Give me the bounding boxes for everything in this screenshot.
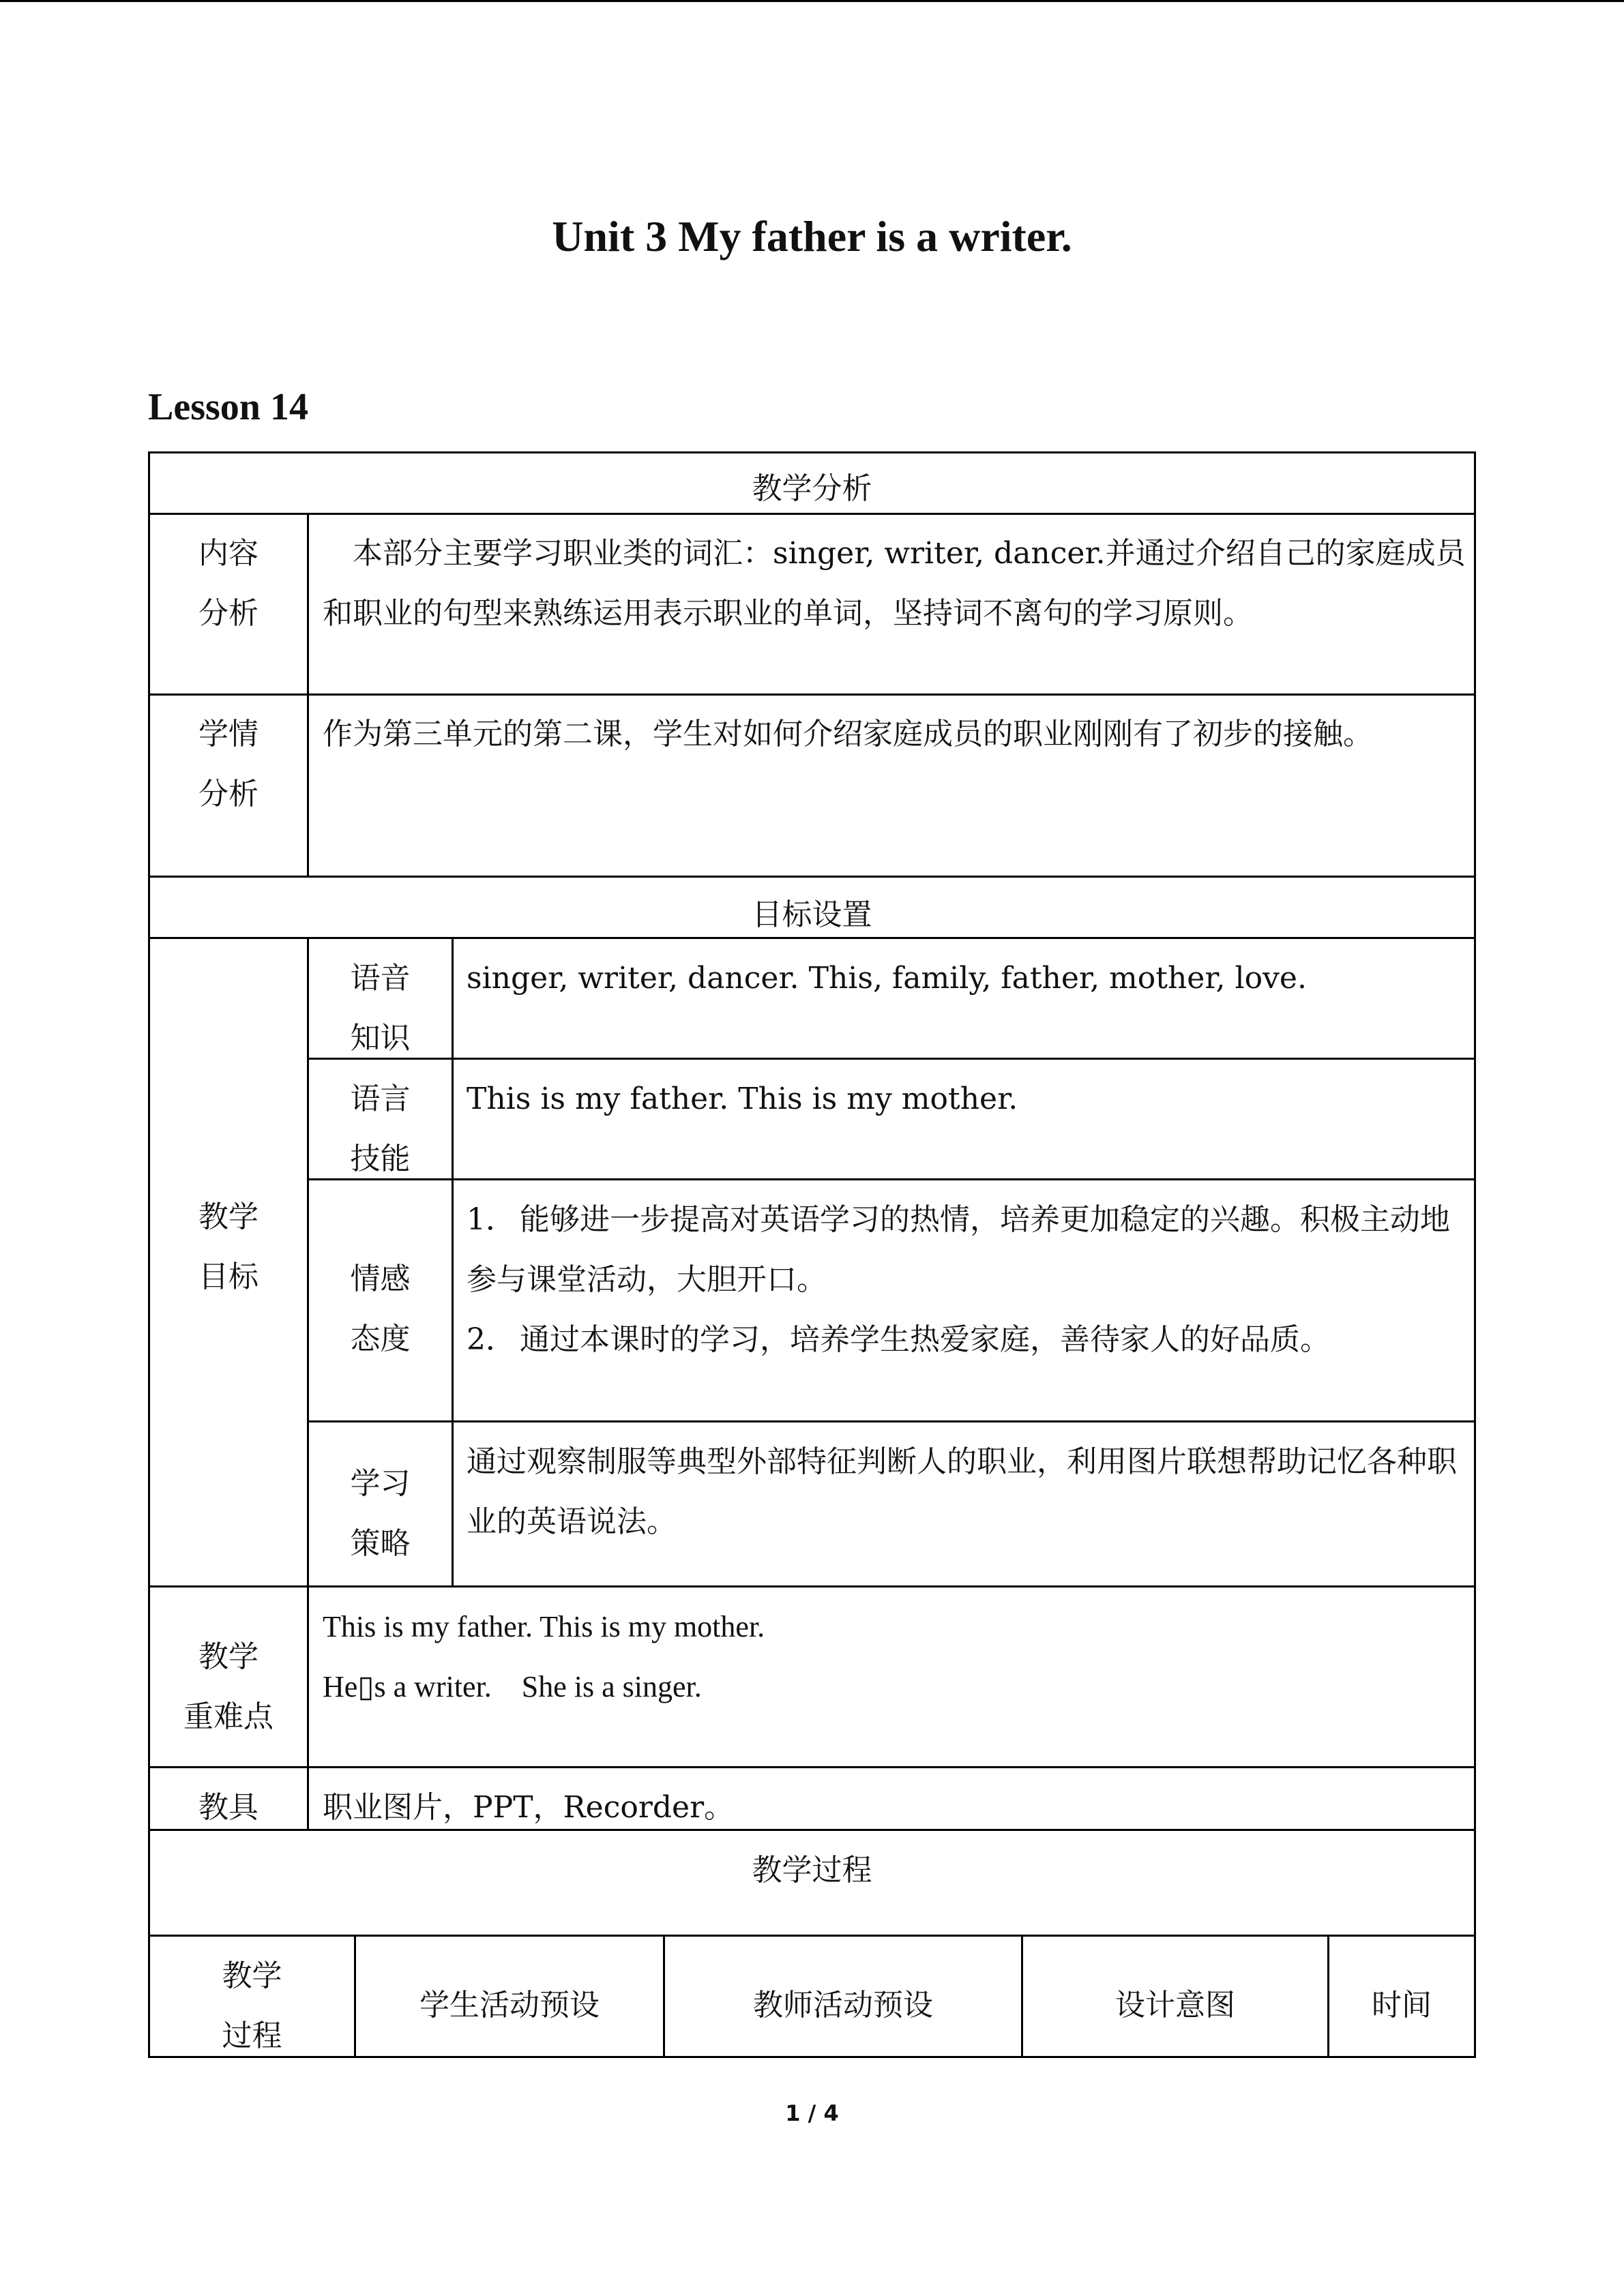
keypoints-line-1: This is my father. This is my mother.	[323, 1610, 765, 1643]
attitude-item-1: 1． 能够进一步提高对英语学习的热情，培养更加稳定的兴趣。积极主动地参与课堂活动，大胆开口。	[467, 1202, 1450, 1297]
skills-text: This is my father. This is my mother.	[467, 1082, 1018, 1116]
goals-header: 目标设置	[752, 897, 872, 932]
phonics-text: singer, writer, dancer. This, family, father, mother, love.	[467, 961, 1307, 996]
strategy-label: 学习 策略	[350, 1466, 411, 1561]
skills-label: 语言 技能	[350, 1082, 411, 1176]
lesson-heading: Lesson 14	[148, 386, 308, 428]
teaching-goals-label: 教学 目标	[198, 1199, 259, 1294]
tools-text: 职业图片，PPT，Recorder。	[323, 1790, 735, 1825]
page-top-border	[0, 0, 1624, 2]
attitude-label: 情感 态度	[350, 1262, 411, 1356]
attitude-item-2: 2． 通过本课时的学习，培养学生热爱家庭，善待家人的好品质。	[467, 1322, 1330, 1357]
page-title: Unit 3 My father is a writer.	[552, 212, 1072, 260]
content-analysis-label: 内容 分析	[198, 536, 259, 631]
strategy-text: 通过观察制服等典型外部特征判断人的职业，利用图片联想帮助记忆各种职业的英语说法。	[467, 1444, 1457, 1539]
process-col-student: 学生活动预设	[419, 1988, 600, 2023]
phonics-label: 语音 知识	[350, 961, 411, 1056]
learner-analysis-text: 作为第三单元的第二课，学生对如何介绍家庭成员的职业刚刚有了初步的接触。	[323, 717, 1373, 751]
process-header: 教学过程	[752, 1853, 872, 1888]
learner-analysis-label: 学情 分析	[198, 717, 259, 811]
page-number: 1 / 4	[785, 2100, 839, 2126]
keypoints-line-2: He▯s a writer. She is a singer.	[323, 1670, 702, 1703]
content-analysis-text: 本部分主要学习职业类的词汇：singer, writer, dancer.并通过介绍自己的家庭成员和职业的句型来熟练运用表示职业的单词，坚持词不离句的学习原则。	[323, 536, 1466, 631]
tools-label: 教具	[198, 1790, 259, 1825]
attitude-text	[467, 1190, 1462, 1370]
keypoints-text	[323, 1597, 1455, 1717]
process-col-teacher: 教师活动预设	[753, 1988, 933, 2023]
keypoints-label: 教学 重难点	[183, 1639, 274, 1734]
analysis-header: 教学分析	[752, 471, 872, 506]
process-col-intent: 设计意图	[1115, 1988, 1235, 2023]
process-col-stage: 教学 过程	[222, 1958, 282, 2053]
process-col-time: 时间	[1372, 1988, 1432, 2023]
